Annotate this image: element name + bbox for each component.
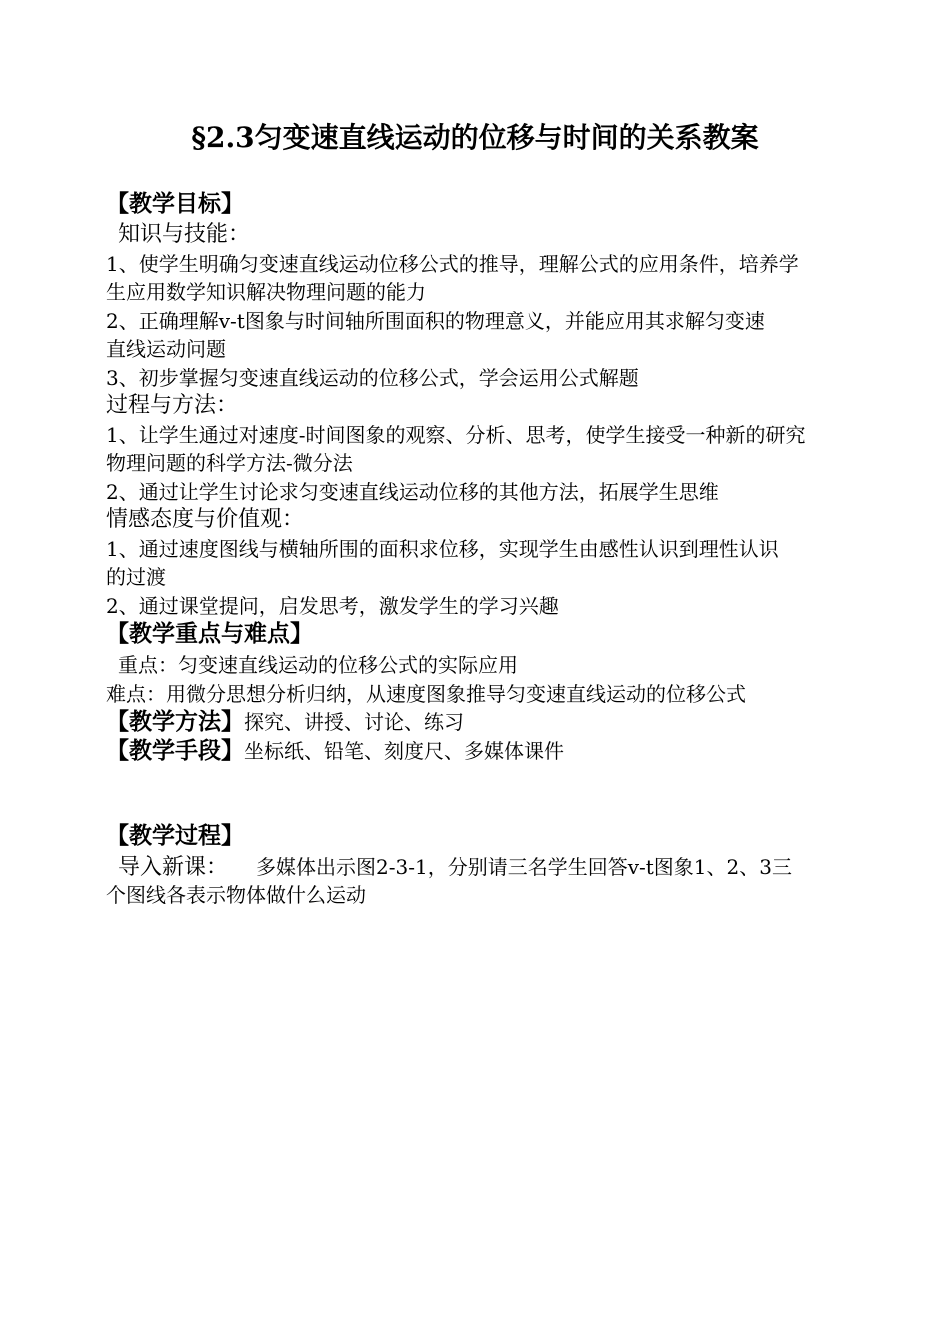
teaching-method-label: 【教学方法】 [106,709,244,735]
emotion-line-1: 1、通过速度图线与横轴所围的面积求位移，实现学生由感性认识到理性认识 [106,537,779,561]
knowledge-line-5: 3、初步掌握匀变速直线运动的位移公式，学会运用公式解题 [106,366,639,390]
teaching-method-value: 探究、讲授、讨论、练习 [244,710,464,734]
teaching-means-row [106,737,851,765]
intro-line-2: 个图线各表示物体做什么运动 [106,883,366,907]
emotion-values-heading: 情感态度与价值观： [106,507,305,532]
knowledge-line-3: 2、正确理解v-t图象与时间轴所围面积的物理意义，并能应用其求解匀变速 [106,309,765,333]
knowledge-line-4: 直线运动问题 [106,337,226,361]
difficult-point-line: 难点：用微分思想分析归纳，从速度图象推导匀变速直线运动的位移公式 [106,682,746,706]
process-line-3: 2、通过让学生讨论求匀变速直线运动位移的其他方法，拓展学生思维 [106,480,719,504]
teaching-method-row [106,708,851,736]
intro-label: 导入新课： [118,855,229,880]
knowledge-line-2: 生应用数学知识解决物理问题的能力 [106,280,426,304]
process-line-1: 1、让学生通过对速度-时间图象的观察、分析、思考，使学生接受一种新的研究 [106,423,806,447]
key-point-line: 重点：匀变速直线运动的位移公式的实际应用 [118,653,518,677]
process-methods-heading: 过程与方法： [106,393,239,418]
document-title: §2.3匀变速直线运动的位移与时间的关系教案 [191,121,759,154]
teaching-process-heading: 【教学过程】 [106,823,244,849]
emotion-line-2: 的过渡 [106,565,166,589]
process-line-2: 物理问题的科学方法-微分法 [106,451,353,475]
emotion-line-3: 2、通过课堂提问，启发思考，激发学生的学习兴趣 [106,594,559,618]
knowledge-line-1: 1、使学生明确匀变速直线运动位移公式的推导，理解公式的应用条件，培养学 [106,252,799,276]
intro-text-1: 多媒体出示图2-3-1，分别请三名学生回答v-t图象1、2、3三 [256,855,792,879]
knowledge-skills-heading: 知识与技能： [118,222,251,247]
teaching-means-label: 【教学手段】 [106,738,244,764]
teaching-means-value: 坐标纸、铅笔、刻度尺、多媒体课件 [244,739,564,763]
key-difficult-heading: 【教学重点与难点】 [106,621,313,647]
intro-line-1 [106,853,851,882]
teaching-objectives-heading: 【教学目标】 [106,191,244,217]
